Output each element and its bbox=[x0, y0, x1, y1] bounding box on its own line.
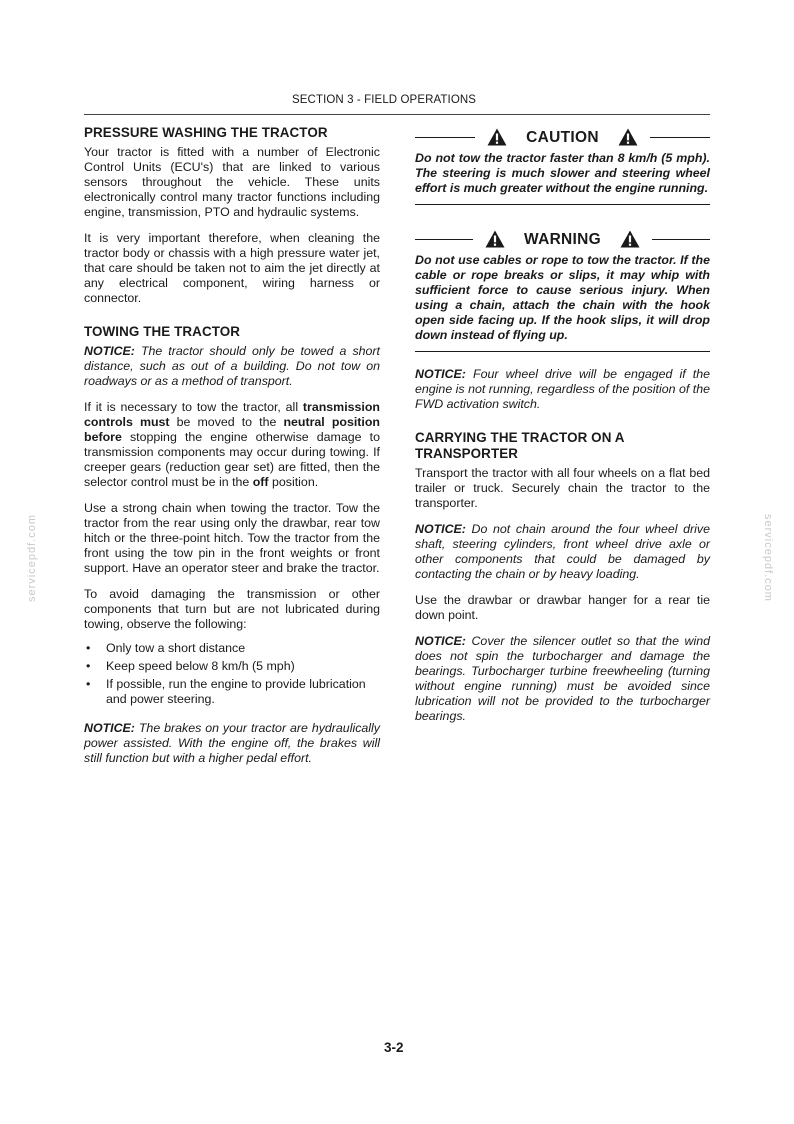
warning-triangle-icon bbox=[485, 230, 505, 248]
bullet-icon: • bbox=[86, 641, 91, 655]
text-run: If it is necessary to tow the tractor, all bbox=[84, 400, 303, 414]
chain-notice bbox=[415, 522, 710, 582]
towing-paragraph-3: To avoid damaging the transmission or other components that turn but are not lubricated during towing, observe the following: bbox=[84, 587, 380, 631]
warning-header bbox=[415, 228, 710, 250]
caution-text: Do not tow the tractor faster than 8 km/h (5 mph). The steering is much slower and steering wheel effort is much greater without the engine running. bbox=[415, 151, 710, 195]
towing-bullet-list bbox=[84, 641, 380, 707]
bold-text-run: transmission controls must bbox=[84, 400, 380, 429]
list-item bbox=[84, 641, 380, 656]
page-number: 3-2 bbox=[384, 1040, 404, 1055]
bold-text-run: off bbox=[252, 475, 269, 489]
list-item bbox=[84, 677, 380, 707]
warning-triangle-icon bbox=[618, 128, 638, 146]
warning-right-rule bbox=[652, 239, 710, 240]
list-item-text: Only tow a short distance bbox=[106, 641, 246, 655]
watermark-right: servicepdf.com bbox=[762, 514, 774, 602]
text-run: be moved to the bbox=[169, 415, 284, 429]
left-column bbox=[84, 125, 380, 766]
text-run: stopping the engine otherwise damage to transmission components may occur during towing. If creeper gears (reduction gear set) are fitted, then the selector control must be in the bbox=[84, 430, 380, 489]
warning-box bbox=[415, 228, 710, 352]
notice-label: NOTICE: bbox=[415, 522, 466, 536]
list-item-text: If possible, run the engine to provide lubrication and power steering. bbox=[106, 677, 366, 706]
notice-label: NOTICE: bbox=[84, 721, 135, 735]
pressure-washing-paragraph-1: Your tractor is fitted with a number of Electronic Control Units (ECU's) that are linked to various sensors throughout the vehicle. These units electronically control many tractor functions including engine, transmission, PTO and hydraulic systems. bbox=[84, 145, 380, 219]
towing-paragraph-1 bbox=[84, 400, 380, 490]
caution-box bbox=[415, 126, 710, 205]
brakes-notice bbox=[84, 721, 380, 766]
notice-text: Cover the silencer outlet so that the wind does not spin the turbocharger and damage the bearings. Turbocharger turbine freewheeling (turning without engine running) must be avoided since lubrication will not be provided to the turbocharger bearings. bbox=[415, 634, 710, 723]
pressure-washing-paragraph-2: It is very important therefore, when cleaning the tractor body or chassis with a high pressure water jet, that care should be taken not to aim the jet directly at any electrical component, wiring harness or connector. bbox=[84, 231, 380, 305]
notice-text: Four wheel drive will be engaged if the engine is not running, regardless of the position of the FWD activation switch. bbox=[415, 367, 710, 411]
bullet-icon: • bbox=[86, 677, 91, 691]
right-column bbox=[415, 125, 710, 724]
towing-paragraph-2: Use a strong chain when towing the tractor. Tow the tractor from the rear using only the drawbar, rear tow hitch or the three-point hitch. Tow the tractor from the front using the tow pin in the front weights or front support. Have an operator steer and brake the tractor. bbox=[84, 501, 380, 575]
bold-text-run: neutral position before bbox=[84, 415, 380, 444]
list-item bbox=[84, 659, 380, 674]
warning-triangle-icon bbox=[487, 128, 507, 146]
notice-text: The tractor should only be towed a short distance, such as out of a building. Do not tow on roadways or as a method of transport. bbox=[84, 344, 380, 388]
page-header: SECTION 3 - FIELD OPERATIONS bbox=[292, 94, 477, 106]
pressure-washing-heading: PRESSURE WASHING THE TRACTOR bbox=[84, 125, 328, 140]
notice-text: Do not chain around the four wheel drive shaft, steering cylinders, front wheel drive axle or other components that could be damaged by contacting the chain or by heavy loading. bbox=[415, 522, 710, 581]
towing-heading: TOWING THE TRACTOR bbox=[84, 324, 241, 339]
notice-label: NOTICE: bbox=[415, 634, 466, 648]
warning-text: Do not use cables or rope to tow the tractor. If the cable or rope breaks or slips, it may whip with sufficient force to cause serious injury. When using a chain, attach the chain with the hook open side facing up. If the hook slips, it will drop down instead of flying up. bbox=[415, 253, 710, 342]
notice-text: The brakes on your tractor are hydraulically power assisted. With the engine off, the brakes will still function but with a higher pedal effort. bbox=[84, 721, 380, 765]
warning-triangle-icon bbox=[620, 230, 640, 248]
transporter-heading: CARRYING THE TRACTOR ON A TRANSPORTER bbox=[415, 430, 625, 461]
caution-right-rule bbox=[650, 137, 710, 138]
notice-label: NOTICE: bbox=[84, 344, 135, 358]
header-divider bbox=[84, 114, 710, 115]
caution-header bbox=[415, 126, 710, 148]
warning-title: WARNING bbox=[524, 230, 602, 248]
transporter-paragraph-2: Use the drawbar or drawbar hanger for a rear tie down point. bbox=[415, 593, 710, 622]
bullet-icon: • bbox=[86, 659, 91, 673]
caution-left-rule bbox=[415, 137, 475, 138]
caution-title: CAUTION bbox=[526, 128, 599, 146]
watermark-left: servicepdf.com bbox=[26, 514, 38, 602]
notice-label: NOTICE: bbox=[415, 367, 466, 381]
text-run: position. bbox=[268, 475, 319, 489]
warning-left-rule bbox=[415, 239, 473, 240]
transporter-paragraph-1: Transport the tractor with all four wheels on a flat bed trailer or truck. Securely chain the tractor to the transporter. bbox=[415, 466, 710, 510]
fwd-notice bbox=[415, 367, 710, 412]
silencer-notice bbox=[415, 634, 710, 724]
list-item-text: Keep speed below 8 km/h (5 mph) bbox=[106, 659, 295, 673]
towing-notice bbox=[84, 344, 380, 389]
